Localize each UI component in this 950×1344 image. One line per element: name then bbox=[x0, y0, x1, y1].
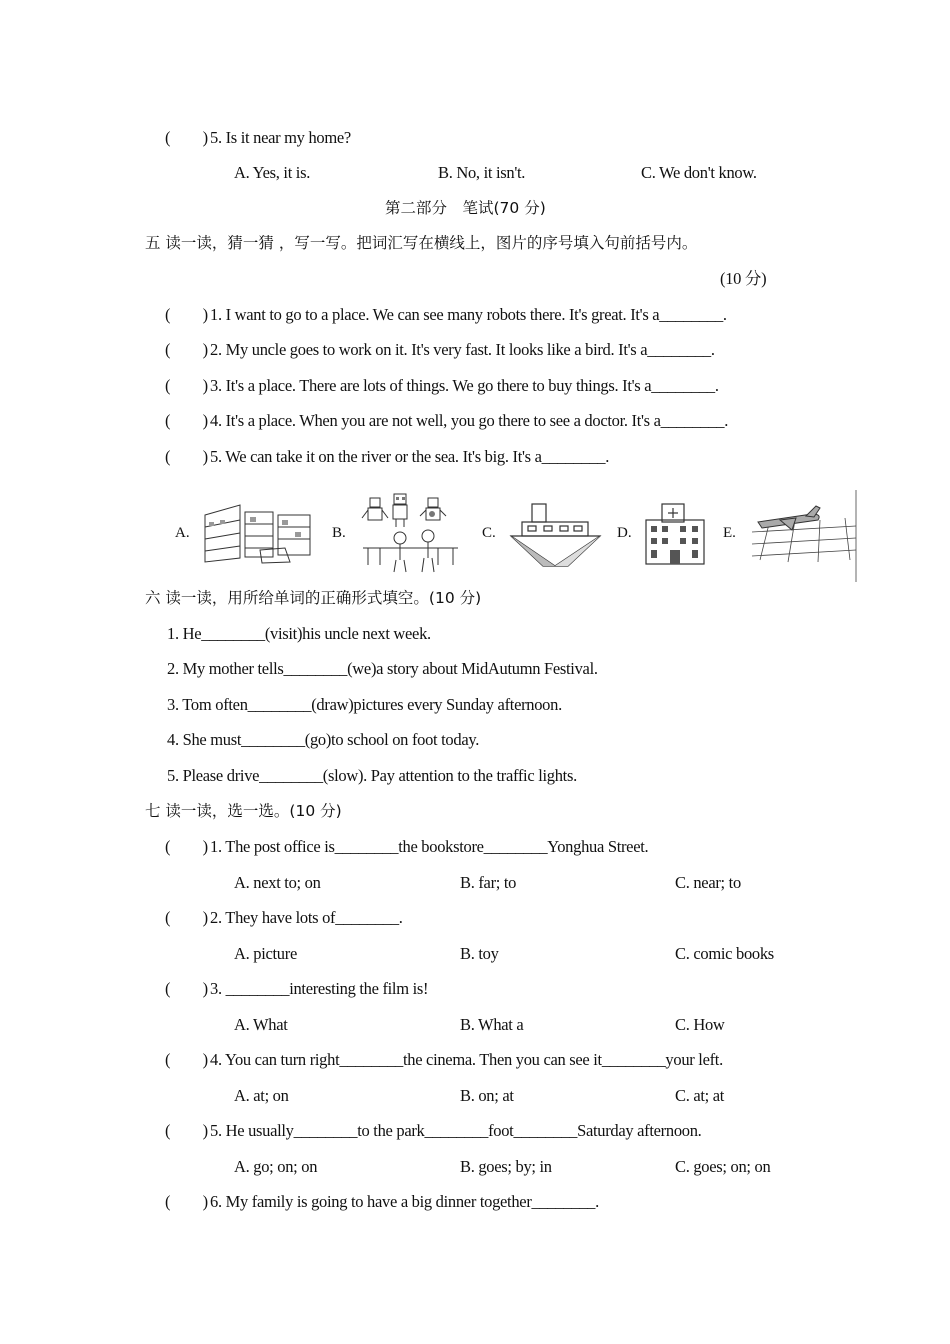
robots-picture bbox=[358, 490, 463, 575]
answer-paren[interactable]: ( ) bbox=[165, 447, 208, 466]
question-text: 4. You can turn right________the cinema. Then you can see it________your left. bbox=[210, 1050, 723, 1069]
question-text: 2. They have lots of________. bbox=[210, 908, 403, 927]
question-text: 4. It's a place. When you are not well, you go there to see a doctor. It's a________. bbox=[210, 411, 729, 430]
section-heading: 五 读一读，猜一猜 ，写一写。把词汇写在横线上，图片的序号填入句前括号内。 bbox=[145, 234, 698, 252]
picture-label-e: E. bbox=[723, 525, 736, 541]
answer-paren[interactable]: ( ) bbox=[165, 376, 208, 395]
option-b[interactable]: B. goes; by; in bbox=[460, 1157, 552, 1176]
option-b[interactable]: B. No, it isn't. bbox=[438, 163, 526, 182]
option-b[interactable]: B. on; at bbox=[460, 1086, 514, 1105]
plane-picture bbox=[750, 490, 858, 582]
question-text: 5. He usually________to the park________foot________Saturday afternoon. bbox=[210, 1121, 702, 1140]
option-c[interactable]: C. How bbox=[675, 1015, 725, 1034]
fill-blank-item[interactable]: 1. He________(visit)his uncle next week. bbox=[167, 624, 431, 643]
picture-label-b: B. bbox=[332, 525, 346, 541]
answer-paren[interactable]: ( ) bbox=[165, 340, 208, 359]
option-b[interactable]: B. toy bbox=[460, 944, 499, 963]
question-text: 1. I want to go to a place. We can see many robots there. It's great. It's a________. bbox=[210, 305, 727, 324]
answer-paren[interactable]: ( ) bbox=[165, 979, 208, 998]
answer-paren[interactable]: ( ) bbox=[165, 128, 208, 147]
question-text: 1. The post office is________the bookstore________Yonghua Street. bbox=[210, 837, 649, 856]
answer-paren[interactable]: ( ) bbox=[165, 411, 208, 430]
option-c[interactable]: C. comic books bbox=[675, 944, 774, 963]
hospital-picture bbox=[642, 500, 708, 566]
section-heading: 六 读一读，用所给单词的正确形式填空。(10 分) bbox=[145, 589, 482, 607]
question-text: 5. Is it near my home? bbox=[210, 128, 351, 147]
supermarket-picture bbox=[200, 500, 315, 565]
picture-label-a: A. bbox=[175, 525, 190, 541]
answer-paren[interactable]: ( ) bbox=[165, 837, 208, 856]
picture-label-d: D. bbox=[617, 525, 632, 541]
answer-paren[interactable]: ( ) bbox=[165, 1050, 208, 1069]
option-a[interactable]: A. next to; on bbox=[234, 873, 321, 892]
answer-paren[interactable]: ( ) bbox=[165, 1192, 208, 1211]
option-b[interactable]: B. far; to bbox=[460, 873, 517, 892]
fill-blank-item[interactable]: 5. Please drive________(slow). Pay attention to the traffic lights. bbox=[167, 766, 577, 785]
fill-blank-item[interactable]: 2. My mother tells________(we)a story about MidAutumn Festival. bbox=[167, 659, 598, 678]
part-title: 第二部分 笔试(70 分) bbox=[385, 199, 546, 217]
question-text: 3. It's a place. There are lots of things. We go there to buy things. It's a________. bbox=[210, 376, 719, 395]
section-heading: 七 读一读，选一选。(10 分) bbox=[145, 802, 342, 820]
section-score: (10 分) bbox=[720, 269, 767, 288]
option-a[interactable]: A. Yes, it is. bbox=[234, 163, 311, 182]
question-text: 6. My family is going to have a big dinner together________. bbox=[210, 1192, 599, 1211]
picture-label-c: C. bbox=[482, 525, 496, 541]
fill-blank-item[interactable]: 3. Tom often________(draw)pictures every Sunday afternoon. bbox=[167, 695, 562, 714]
answer-paren[interactable]: ( ) bbox=[165, 305, 208, 324]
option-c[interactable]: C. near; to bbox=[675, 873, 741, 892]
option-a[interactable]: A. picture bbox=[234, 944, 297, 963]
answer-paren[interactable]: ( ) bbox=[165, 1121, 208, 1140]
option-a[interactable]: A. go; on; on bbox=[234, 1157, 318, 1176]
option-c[interactable]: C. goes; on; on bbox=[675, 1157, 771, 1176]
answer-paren[interactable]: ( ) bbox=[165, 908, 208, 927]
question-text: 5. We can take it on the river or the sea. It's big. It's a________. bbox=[210, 447, 610, 466]
question-text: 3. ________interesting the film is! bbox=[210, 979, 429, 998]
option-a[interactable]: A. What bbox=[234, 1015, 288, 1034]
ship-picture bbox=[508, 500, 603, 570]
option-a[interactable]: A. at; on bbox=[234, 1086, 289, 1105]
question-text: 2. My uncle goes to work on it. It's very fast. It looks like a bird. It's a________. bbox=[210, 340, 715, 359]
option-c[interactable]: C. at; at bbox=[675, 1086, 725, 1105]
fill-blank-item[interactable]: 4. She must________(go)to school on foot today. bbox=[167, 730, 480, 749]
option-c[interactable]: C. We don't know. bbox=[641, 163, 757, 182]
option-b[interactable]: B. What a bbox=[460, 1015, 524, 1034]
